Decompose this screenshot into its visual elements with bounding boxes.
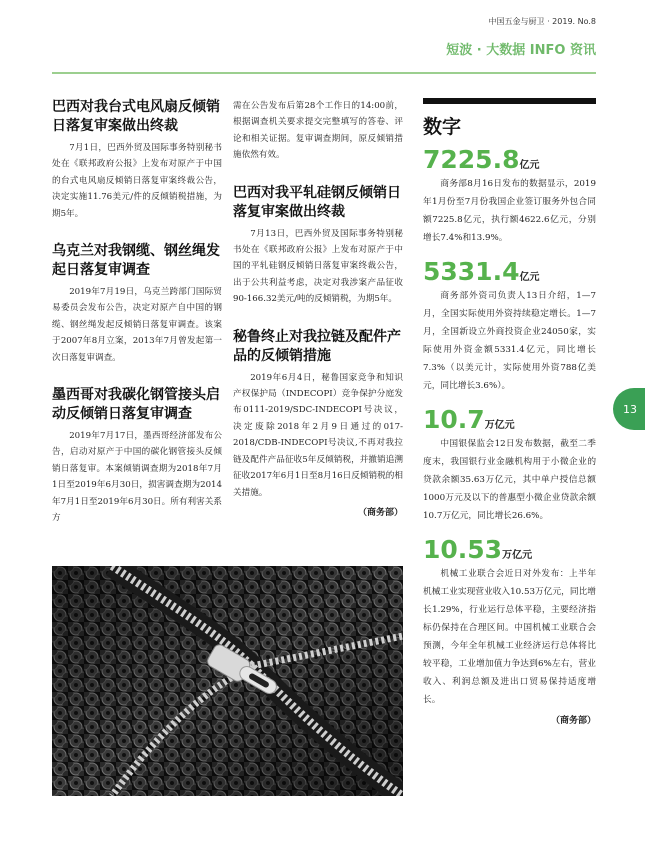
number-value: 7225.8	[423, 145, 520, 174]
header-divider	[52, 72, 596, 74]
article-4	[233, 184, 403, 308]
article-body: 2019年7月19日，乌克兰跨部门国际贸易委员会发布公告，决定对原产自中国的钢缆、钢丝绳发起反倾销日落复审调查。该案于2007年8月立案，2013年7月曾发起第一次日落复审调查。	[52, 287, 222, 363]
section-info: INFO	[529, 43, 566, 58]
number-text: 商务部8月16日发布的数据显示，2019年1月份至7月份我国企业签订服务外包合同额7225.8亿元，执行额4622.6亿元，分别增长7.4%和13.9%。	[423, 179, 596, 243]
number-value: 10.7	[423, 405, 485, 434]
article-source: （商务部）	[357, 507, 403, 518]
continuation-text: 需在公告发布后第28个工作日的14:00前，根据调查机关要求提交完整填写的答卷、评论和相关证据。复审调查期间，原反倾销措施依然有效。	[233, 101, 403, 161]
number-unit: 万亿元	[502, 550, 533, 561]
page-number-tab: 13	[613, 388, 645, 430]
article-body: 7月1日，巴西外贸及国际事务特别秘书处在《联邦政府公报》上发布对原产于中国的台式电风扇反倾销日落复审案终裁公告，决定实施11.76美元/件的反倾销税措施，为期5年。	[52, 143, 222, 219]
number-unit: 亿元	[519, 160, 540, 171]
article-3	[52, 386, 222, 526]
section-suffix: 资讯	[569, 43, 596, 58]
section-title	[446, 39, 596, 58]
number-text: 机械工业联合会近日对外发布：上半年机械工业实现营业收入10.53万亿元，同比增长1.29%，行业运行总体平稳，主要经济指标仍保持在合理区间。中国机械工业联合会预测，今年全年机械工业经济运行总体将比较平稳，工业增加值力争达到6%左右，营业收入、利润总额及进出口贸易保持适度增长。	[423, 569, 596, 705]
numbers-title: 数字	[423, 116, 462, 138]
article-title: 巴西对我平轧硅钢反倾销日落复审案做出终裁	[233, 184, 401, 220]
number-block	[423, 145, 596, 247]
number-unit: 亿元	[519, 272, 540, 283]
number-block	[423, 405, 596, 525]
article-3-continuation	[233, 98, 403, 164]
numbers-column	[423, 98, 596, 726]
number-text: 中国银保监会12日发布数据，截至二季度末，我国银行业金融机构用于小微企业的贷款余额35.63万亿元，其中单户授信总额1000万元及以下的普惠型小微企业贷款余额10.7万亿元，同比增长26.6%。	[423, 439, 596, 521]
zipper-photo	[52, 566, 403, 796]
number-unit: 万亿元	[484, 420, 515, 431]
numbers-bar	[423, 98, 596, 104]
numbers-source: （商务部）	[550, 716, 596, 726]
number-block	[423, 535, 596, 726]
article-title: 巴西对我台式电风扇反倾销日落复审案做出终裁	[52, 99, 220, 134]
number-value: 5331.4	[423, 257, 520, 286]
column-2	[233, 98, 403, 518]
zipper-illustration	[52, 566, 403, 796]
column-1	[52, 98, 222, 547]
article-title: 秘鲁终止对我拉链及配件产品的反倾销措施	[233, 328, 401, 364]
article-2	[52, 242, 222, 366]
magazine-header: 中国五金与厨卫 · 2019. No.8	[488, 17, 596, 26]
number-text: 商务部外资司负责人13日介绍，1—7月，全国实际使用外资持续稳定增长。1—7月，全国新设立外商投资企业24050家，实际使用外资金额5331.4亿元，同比增长7.3%（以美元计，实际使用外资788亿美元，同比增长3.6%）。	[423, 291, 596, 391]
article-body: 2019年7月17日，墨西哥经济部发布公告，启动对原产于中国的碳化钢管接头反倾销日落复审。本案倾销调查期为2018年7月1日至2019年6月30日，损害调查期为2014年7月1日至2019年6月30日。所有利害关系方	[52, 431, 222, 524]
number-block	[423, 257, 596, 395]
article-1	[52, 98, 222, 222]
article-body: 2019年6月4日，秘鲁国家竞争和知识产权保护局（INDECOPI）竞争保护分庭发布0111-2019/SDC-INDECOPI号决议，决定废除2018年2月9日通过的017-2018/CDB-INDECOPI号决议,不再对我拉链及配件产品征收5年反倾销税，并撤销追溯征收2017年6月1日至8月16日反倾销税的相关措施。	[233, 372, 403, 498]
article-body: 7月13日，巴西外贸及国际事务特别秘书处在《联邦政府公报》上发布对原产于中国的平轧硅钢反倾销日落复审案终裁公告，出于公共利益考虑，决定对我涉案产品征收90-166.32美元/吨的反倾销税，为期5年。	[233, 228, 403, 305]
article-5	[233, 328, 403, 518]
section-prefix: 短波 · 大数据	[446, 43, 526, 58]
article-title: 乌克兰对我钢缆、钢丝绳发起日落复审调查	[52, 243, 220, 279]
article-title: 墨西哥对我碳化钢管接头启动反倾销日落复审调查	[52, 387, 220, 423]
number-value: 10.53	[423, 535, 503, 564]
